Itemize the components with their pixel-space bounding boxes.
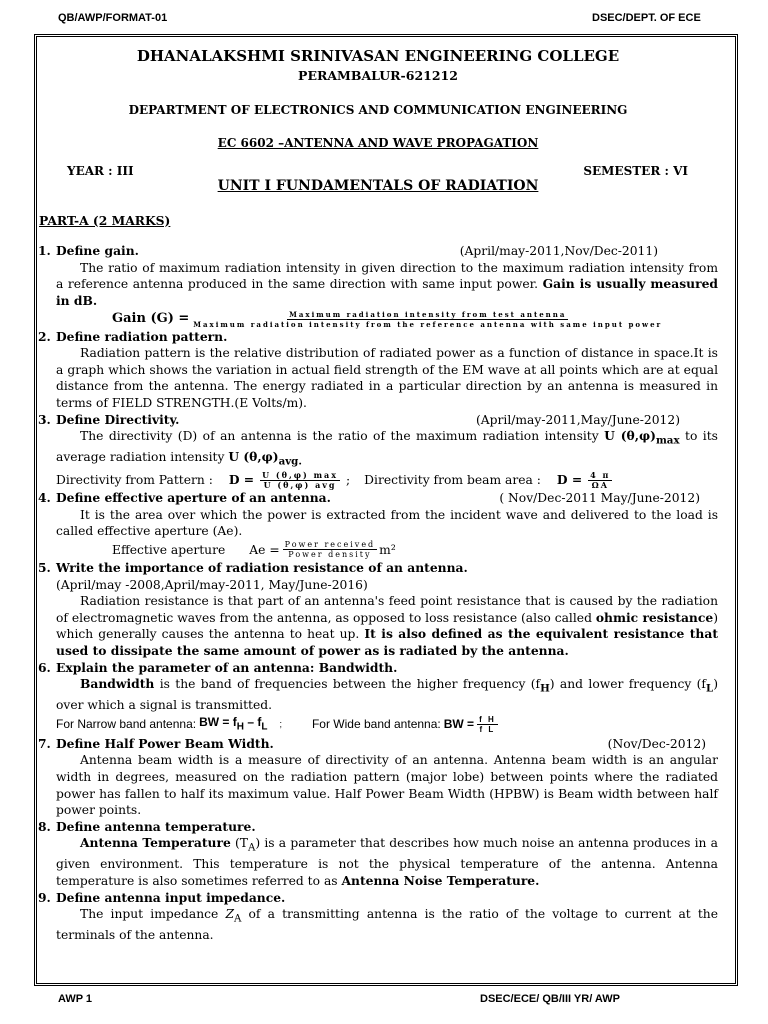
avg-subscript: avg. <box>278 455 302 468</box>
answer-text: The directivity (D) of an antenna is the ratio of the maximum radiation intensity <box>80 429 599 444</box>
answer-text: The ratio of maximum radiation intensity in given direction to the maximum radiation intensity from a reference antenna produced in the same direction with same input power. <box>56 260 718 292</box>
question-title: Define Directivity. <box>56 411 180 427</box>
question-number: 1. <box>38 243 51 259</box>
question-number: 6. <box>38 659 51 675</box>
fraction-denominator: U (θ,φ) avg <box>263 479 337 490</box>
answer-3 <box>38 428 718 470</box>
question-7 <box>38 736 718 753</box>
answer-text: ) over which a signal is transmitted. <box>56 677 718 713</box>
document-body <box>38 48 718 944</box>
question-6 <box>38 660 718 677</box>
aperture-formula <box>38 540 718 560</box>
question-3 <box>38 412 718 429</box>
question-1 <box>38 243 718 260</box>
question-title: Define radiation pattern. <box>56 328 228 344</box>
answer-bold: Bandwidth <box>80 676 155 692</box>
answer-8 <box>38 835 718 889</box>
question-title: Write the importance of radiation resistance of an antenna. <box>56 559 468 575</box>
subscript: H <box>540 682 550 695</box>
answer-bold: Antenna Temperature <box>80 835 231 851</box>
question-number: 2. <box>38 328 51 344</box>
header-left: QB/AWP/FORMAT-01 <box>58 12 168 24</box>
footer-right: DSEC/ECE/ QB/III YR/ AWP <box>480 993 620 1005</box>
question-4 <box>38 490 718 507</box>
answer-bold: Gain is usually measured in dB. <box>56 276 718 308</box>
college-place: PERAMBALUR-621212 <box>298 67 458 83</box>
pattern-fraction <box>260 471 340 490</box>
question-title: Define effective aperture of an antenna. <box>56 490 331 506</box>
answer-text: Radiation resistance is that part of an antenna's feed point resistance that is caused by the radiation of electromagnetic waves from the antenna, as opposed to loss resistance (also called <box>56 594 718 625</box>
question-number: 5. <box>38 559 51 575</box>
question-number: 4. <box>38 490 51 506</box>
fraction-numerator: U (θ,φ) max <box>262 469 339 480</box>
question-number: 9. <box>38 889 51 905</box>
fraction-denominator: Maximum radiation intensity from the reference antenna with same input power <box>193 319 663 329</box>
question-title: Define antenna temperature. <box>56 818 256 834</box>
fraction-numerator: Power received <box>284 540 376 550</box>
question-ref: ( Nov/Dec-2011 May/June-2012) <box>499 491 700 506</box>
question-ref: (Nov/Dec-2012) <box>607 736 706 751</box>
max-subscript: max <box>655 434 680 447</box>
beam-fraction <box>588 471 612 490</box>
impedance-symbol: Z <box>225 907 234 922</box>
avg-intensity: U (θ,φ) <box>228 449 279 465</box>
semester-label: SEMESTER : VI <box>583 164 688 179</box>
max-intensity: U (θ,φ) <box>604 428 656 444</box>
question-ref-5: (April/may -2008,April/may-2011, May/June-2016) <box>56 577 368 592</box>
question-number: 8. <box>38 818 51 834</box>
formula-label: Effective aperture <box>112 542 226 557</box>
fraction-denominator: f L <box>479 725 496 735</box>
formula-unit: m² <box>379 542 396 557</box>
d-label: D = <box>228 471 255 487</box>
answer-text: of a transmitting antenna is the ratio of the voltage to current at the terminals of the antenna. <box>56 907 718 943</box>
formula-label: Gain (G) = <box>112 310 190 326</box>
question-8 <box>38 819 718 836</box>
answer-6 <box>38 676 718 714</box>
wide-label: For Wide band antenna: <box>311 717 441 732</box>
fraction-denominator: Power density <box>288 550 372 560</box>
answer-text: The input impedance <box>80 907 226 922</box>
question-9 <box>38 890 718 907</box>
answer-text: to its average radiation intensity <box>56 429 718 465</box>
unit-title: UNIT I FUNDAMENTALS OF RADIATION <box>217 177 539 194</box>
fraction-numerator: f H <box>479 715 496 725</box>
footer-left: AWP 1 <box>58 993 93 1005</box>
course-title: EC 6602 –ANTENNA AND WAVE PROPAGATION <box>217 135 539 150</box>
answer-bold: Antenna Noise Temperature. <box>341 872 540 888</box>
college-name: DHANALAKSHMI SRINIVASAN ENGINEERING COLLEGE <box>136 47 620 65</box>
gain-formula <box>38 310 718 329</box>
subscript: A <box>247 841 256 854</box>
answer-4: It is the area over which the power is extracted from the incident wave and delivered to the load is called effective aperture (Ae). <box>56 507 718 539</box>
question-title: Define Half Power Beam Width. <box>56 735 274 751</box>
answer-2: Radiation pattern is the relative distribution of radiated power as a function of distance in space.It is a graph which shows the variation in actual field strength of the EM wave at all points which are at equal distance from the antenna. The energy radiated in a particular direction by an antenna is measured in terms of FIELD STRENGTH.(E Volts/m). <box>56 346 718 410</box>
d-label-2: D = <box>556 471 583 487</box>
answer-text: ) which generally causes the antenna to heat up. <box>56 610 718 642</box>
department-name: DEPARTMENT OF ELECTRONICS AND COMMUNICATION ENGINEERING <box>128 103 628 118</box>
answer-9 <box>38 906 718 944</box>
fraction-denominator: ΩA <box>591 479 609 490</box>
wide-fraction <box>477 715 498 734</box>
narrow-label: For Narrow band antenna: <box>56 717 197 732</box>
answer-text: (T <box>230 836 248 851</box>
bandwidth-formula <box>38 714 718 736</box>
year-label: YEAR : III <box>67 164 134 179</box>
wide-formula: BW = <box>443 717 475 732</box>
answer-text: is the band of frequencies between the higher frequency (f <box>154 677 541 692</box>
answer-bold: ohmic resistance <box>595 609 714 625</box>
question-number: 7. <box>38 735 51 751</box>
directivity-formula: Directivity from Pattern : D = $\frac{U (\theta,\varphi) \max}{\text{U (θ,φ) avg}}$ ; Directivity from beam area : D = $\frac{4 \pi}{\Omega A}$ <box>56 469 611 490</box>
question-title: Define antenna input impedance. <box>56 889 286 905</box>
answer-7: Antenna beam width is a measure of directivity of an antenna. Antenna beam width is an angular width in degrees, measured on the radiation pattern (major lobe) between points where the radiated power has fallen to half its maximum value. Half Power Beam Width (HPBW) is Beam width between half power points. <box>56 753 718 818</box>
subscript: A <box>233 912 242 925</box>
answer-bold: It is also defined as the equivalent resistance that used to dissipate the same amount of power as is radiated by the antenna. <box>56 626 718 658</box>
fraction-numerator: Maximum radiation intensity from test antenna <box>289 309 567 319</box>
answer-5 <box>38 593 718 659</box>
question-ref: (April/may-2011,Nov/Dec-2011) <box>459 244 658 259</box>
question-5 <box>38 560 718 577</box>
aperture-fraction <box>283 540 378 559</box>
question-title: Define gain. <box>56 243 139 259</box>
formula-symbol: Ae = <box>249 542 280 557</box>
answer-1 <box>38 260 718 310</box>
beam-area-label: Directivity from beam area : <box>364 472 541 487</box>
part-heading: PART-A (2 MARKS) <box>39 212 171 228</box>
question-2 <box>38 329 718 346</box>
answer-text: ) is a parameter that describes how much noise an antenna produces in a given environment. This temperature is not the physical temperature of the antenna. Antenna temperature is also sometimes referred to as <box>56 836 718 888</box>
question-number: 3. <box>38 411 51 427</box>
narrow-formula: BW = $f_H - f_L$ <box>199 714 268 733</box>
semicolon: ; <box>279 719 282 730</box>
gain-fraction <box>193 310 662 329</box>
answer-text: ) and lower frequency (f <box>549 677 706 692</box>
subscript: L <box>705 682 714 695</box>
question-ref: (April/may-2011,May/June-2012) <box>475 412 680 427</box>
pattern-label: Directivity from Pattern : <box>56 472 213 487</box>
fraction-numerator: 4 π <box>590 469 611 480</box>
question-title: Explain the parameter of an antenna: Bandwidth. <box>56 659 398 675</box>
header-right: DSEC/DEPT. OF ECE <box>592 12 701 24</box>
